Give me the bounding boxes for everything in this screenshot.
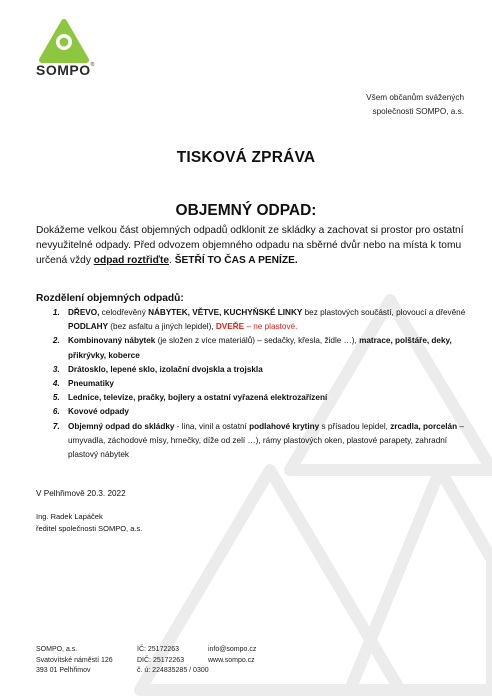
waste-category-list [36, 306, 477, 462]
list-item: 7. Objemný odpad do skládky - lina, vinil a ostatní podlahové krytiny s přísadou lepidel, zrcadla, porcelán – umyvadla, záchodové mísy, hrnečky, díže od zelí …), rámy plastových oken, plastové parapety, zahradní plastový nábytek [62, 420, 477, 463]
signatory-name: Ing. Radek Lapáček [36, 512, 103, 521]
list-item: 5. Lednice, televize, pračky, bojlery a ostatní vyřazená elektrozařízení [62, 391, 477, 405]
signature-block [36, 511, 142, 535]
recipient-address [366, 91, 464, 119]
list-item: 3. Drátosklo, lepené sklo, izolační dvojskla a trojskla [62, 363, 477, 377]
footer-contact [208, 645, 256, 666]
intro-bold-slogan: ŠETŘÍ TO ČAS A PENÍZE. [174, 255, 298, 266]
intro-paragraph: Dokážeme velkou část objemných odpadů odklonit ze skládky a zachovat si prostor pro ostatní nevyužitelné odpady. Před odvozem objemného odpadu na sběrné dvůr nebo na místa k tomu určená vždy odpad roztřiďte. ŠETŘÍ TO ČAS A PENÍZE. [36, 225, 464, 266]
website-link[interactable]: www.sompo.cz [208, 656, 255, 664]
intro-underline: odpad roztřiďte [93, 255, 170, 266]
footer-ids: IČ: 25172263 DIČ: 25172263 č. ú: 224835285 / 0300 [137, 646, 209, 674]
list-title: Rozdělení objemných odpadů: [36, 293, 184, 304]
section-heading: OBJEMNÝ ODPAD: [175, 202, 317, 219]
list-item: 4. Pneumatiky [62, 377, 477, 391]
place-date: V Pelhřimově 20.3. 2022 [36, 489, 126, 498]
signatory-role: ředitel společnosti SOMPO, a.s. [36, 524, 143, 533]
email-link[interactable]: info@sompo.cz [208, 646, 257, 653]
address-line-2: společnosti SOMPO, a.s. [372, 107, 464, 116]
document-title: TISKOVÁ ZPRÁVA [176, 149, 316, 166]
list-item: 6. Kovové odpady [62, 405, 477, 419]
address-line-1: Všem občanům svážených [366, 93, 464, 102]
deco-triangle-right [350, 470, 492, 690]
logo-wordmark: SOMPO® [36, 62, 95, 78]
list-item: 1. DŘEVO, celodřevěný NÁBYTEK, VĚTVE, KUCHYŇSKÉ LINKY bez plastových součástí, plovoucí a dřevěné PODLAHY (bez asfaltu a jiných lepidel), DVEŘE – ne plastové. [62, 306, 477, 334]
footer-company: SOMPO, a.s. Svatovítské náměstí 126 393 01 Pelhřimov [36, 646, 113, 674]
list-item: 2. Kombinovaný nábytek (je složen z více materiálů) – sedačky, křesla, židle …), matrace, polštáře, deky, přikrývky, koberce [62, 334, 477, 362]
